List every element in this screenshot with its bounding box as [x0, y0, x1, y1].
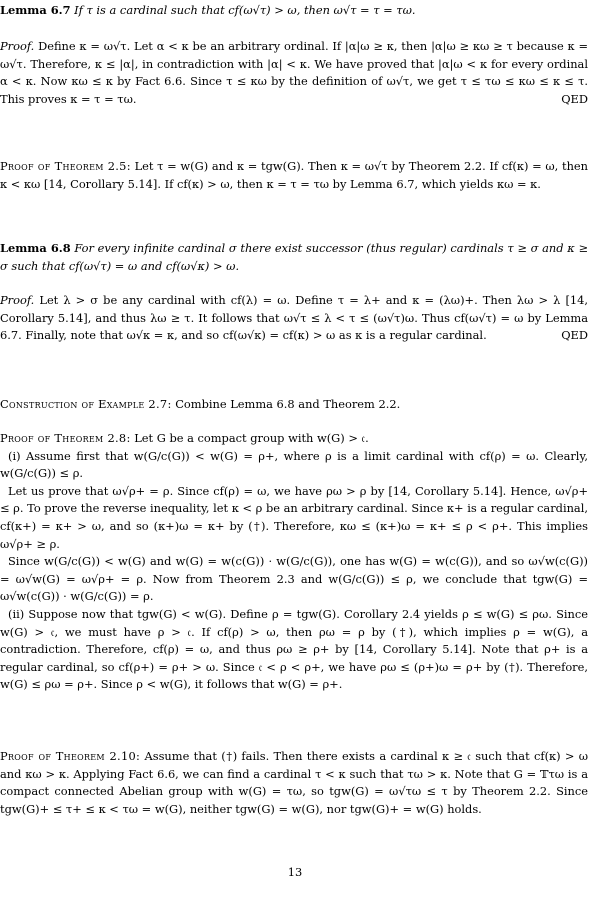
proof-theorem-text: Assume that (†) fails. Then there exists a cardinal κ ≥ 𝔠 such that cf(κ) > ω and κω > κ. Applying Fact 6.6, we can find a cardinal τ < κ such that τω > κ. Note that G = 𝕋τω is a compact connected Abelian group with w(G) = τω, so tgw(G) = ω√τω ≤ τ by Theorem 2.2. Since tgw(G)+ ≤ τ+ ≤ κ < τω = w(G), neither tgw(G) = w(G), nor tgw(G)+ = w(G) holds. — [0, 749, 589, 816]
lemma-6-7-heading: Lemma 6.7 — [0, 3, 71, 17]
lemma-6-7 — [0, 2, 588, 20]
proof-theorem-heading: Proof of Theorem 2.8: — [0, 431, 131, 445]
lemma-6-7-statement: If τ is a cardinal such that cf(ω√τ) > ω, then ω√τ = τ = τω. — [74, 3, 416, 17]
lemma-6-8-statement: For every infinite cardinal σ there exist successor (thus regular) cardinals τ ≥ σ and κ ≥ σ such that cf(ω√τ) = ω and cf(ω√κ) > ω. — [0, 241, 589, 273]
proof-paragraph: Let us prove that ω√ρ+ = ρ. Since cf(ρ) = ω, we have ρω > ρ by [14, Corollary 5.14]. Hence, ω√ρ+ ≤ ρ. To prove the reverse inequality, let κ < ρ be an arbitrary cardinal. Since κ+ is a regular cardinal, cf(κ+) = κ+ > ω, and so (κ+)ω = κ+ by (†). Therefore, κω ≤ (κ+)ω = κ+ ≤ ρ < ρ+. This implies ω√ρ+ ≥ ρ. — [0, 483, 588, 551]
proof-heading: Proof. — [0, 39, 35, 53]
proof-theorem-2-10 — [0, 748, 588, 818]
proof-text: Let λ > σ be any cardinal with cf(λ) = ω. Define τ = λ+ and κ = (λω)+. Then λω > λ [14, Corollary 5.14], and thus λω ≥ τ. It follows that ω√τ ≤ λ < τ ≤ (ω√τ)ω. Thus cf(ω√τ) = ω by Lemma 6.7. Finally, note that ω√κ = κ, and so cf(ω√κ) = cf(κ) > ω as κ is a regular cardinal. — [0, 293, 589, 343]
proof-paragraph: (i) Assume first that w(G/c(G)) < w(G) = ρ+, where ρ is a limit cardinal with cf(ρ) = ω. Clearly, w(G/c(G)) ≤ ρ. — [0, 448, 588, 481]
construction-example-2-7 — [0, 396, 588, 414]
construction-text: Combine Lemma 6.8 and Theorem 2.2. — [175, 397, 401, 411]
proof-theorem-2-5 — [0, 158, 588, 193]
proof-heading: Proof. — [0, 293, 35, 307]
proof-theorem-intro: Let G be a compact group with w(G) > 𝔠. — [134, 431, 369, 445]
proof-theorem-text: Let τ = w(G) and κ = tgw(G). Then κ = ω√τ by Theorem 2.2. If cf(κ) = ω, then κ < κω [14, Corollary 5.14]. If cf(κ) > ω, then κ = τ = τω by Lemma 6.7, which yields κω = κ. — [0, 159, 588, 191]
qed-mark: QED — [561, 328, 588, 343]
proof-lemma-6-8 — [0, 292, 588, 345]
proof-theorem-heading: Proof of Theorem 2.5: — [0, 159, 131, 173]
lemma-6-8-heading: Lemma 6.8 — [0, 241, 71, 255]
construction-heading: Construction of Example 2.7: — [0, 397, 172, 411]
qed-mark: QED — [561, 91, 588, 106]
proof-paragraph: Since w(G/c(G)) < w(G) and w(G) = w(c(G)) · w(G/c(G)), one has w(G) = w(c(G)), and so ω√w(c(G)) = ω√w(G) = ω√ρ+ = ρ. Now from Theorem 2.3 and w(G/c(G)) ≤ ρ, we conclude that tgw(G) = ω√w(c(G)) · w(G/c(G)) = ρ. — [0, 554, 588, 604]
page-number: 13 — [287, 865, 303, 879]
proof-theorem-heading: Proof of Theorem 2.10: — [0, 749, 141, 763]
proof-theorem-2-8 — [0, 430, 588, 694]
proof-lemma-6-7 — [0, 38, 588, 108]
proof-text: Define κ = ω√τ. Let α < κ be an arbitrary ordinal. If |α|ω ≥ κ, then |α|ω ≥ κω ≥ τ because κ = ω√τ. Therefore, κ ≤ |α|, in contradiction with |α| < κ. We have proved that |α|ω < κ for every ordinal α < κ. Now κω ≤ κ by Fact 6.6. Since τ ≤ κω by the definition of ω√τ, we get τ ≤ τω ≤ κω ≤ κ ≤ τ. This proves κ = τ = τω. — [0, 39, 588, 106]
proof-paragraph: (ii) Suppose now that tgw(G) < w(G). Define ρ = tgw(G). Corollary 2.4 yields ρ ≤ w(G) ≤ ρω. Since w(G) > 𝔠, we must have ρ > 𝔠. If cf(ρ) > ω, then ρω = ρ by (†), which implies ρ = w(G), a contradiction. Therefore, cf(ρ) = ω, and thus ρω ≥ ρ+ by [14, Corollary 5.14]. Note that ρ+ is a regular cardinal, so cf(ρ+) = ρ+ > ω. Since 𝔠 < ρ < ρ+, we have ρω ≤ (ρ+)ω = ρ+ by (†). Therefore, w(G) ≤ ρω = ρ+. Since ρ < w(G), it follows that w(G) = ρ+. — [0, 606, 588, 692]
lemma-6-8 — [0, 240, 588, 275]
